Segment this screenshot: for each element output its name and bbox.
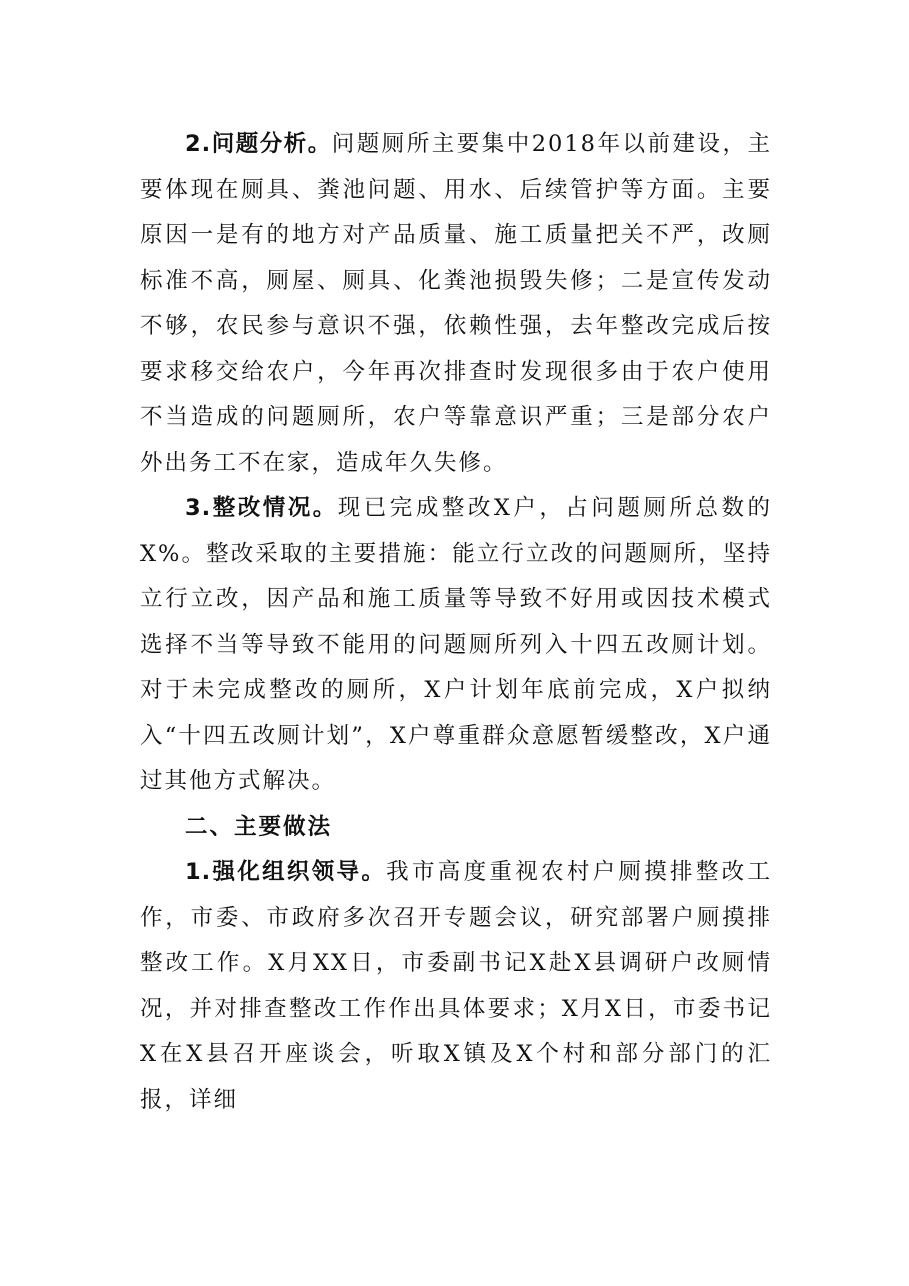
paragraph-rectification-status (140, 486, 772, 805)
section-heading: 二、主要做法 (185, 813, 333, 840)
paragraph-lead: 2.问题分析。 (185, 131, 332, 157)
paragraph-text: 问题厕所主要集中2018年以前建设，主要体现在厕具、粪池问题、用水、后续管护等方面。主要原因一是有的地方对产品质量、施工质量把关不严，改厕标准不高，厕屋、厕具、化粪池损毁失修；二是宣传发动不够，农民参与意识不强，依赖性强，去年整改完成后按要求移交给农户，今年再次排查时发现很多由于农户使用不当造成的问题厕所，农户等靠意识严重；三是部分农户外出务工不在家，造成年久失修。 (140, 131, 773, 476)
paragraph-lead: 3.整改情况。 (185, 495, 338, 521)
paragraph-lead: 1.强化组织领导。 (185, 859, 387, 885)
paragraph-text: 现已完成整改X户，占问题厕所总数的X%。整改采取的主要措施：能立行立改的问题厕所，坚持立行立改，因产品和施工质量等导致不好用或因技术模式选择不当等导致不能用的问题厕所列入十四五改厕计划。对于未完成整改的厕所，X户计划年底前完成，X户拟纳入“十四五改厕计划”，X户尊重群众意愿暂缓整改，X户通过其他方式解决。 (140, 495, 772, 794)
paragraph-text: 我市高度重视农村户厕摸排整改工作，市委、市政府多次召开专题会议，研究部署户厕摸排整改工作。X月XX日，市委副书记X赴X县调研户改厕情况，并对排查整改工作作出具体要求；X月X日，市委书记X在X县召开座谈会，听取X镇及X个村和部分部门的汇报，详细 (140, 859, 772, 1113)
paragraph-problem-analysis (140, 122, 772, 486)
document-body (140, 122, 772, 1123)
paragraph-organization-leadership (140, 850, 772, 1123)
